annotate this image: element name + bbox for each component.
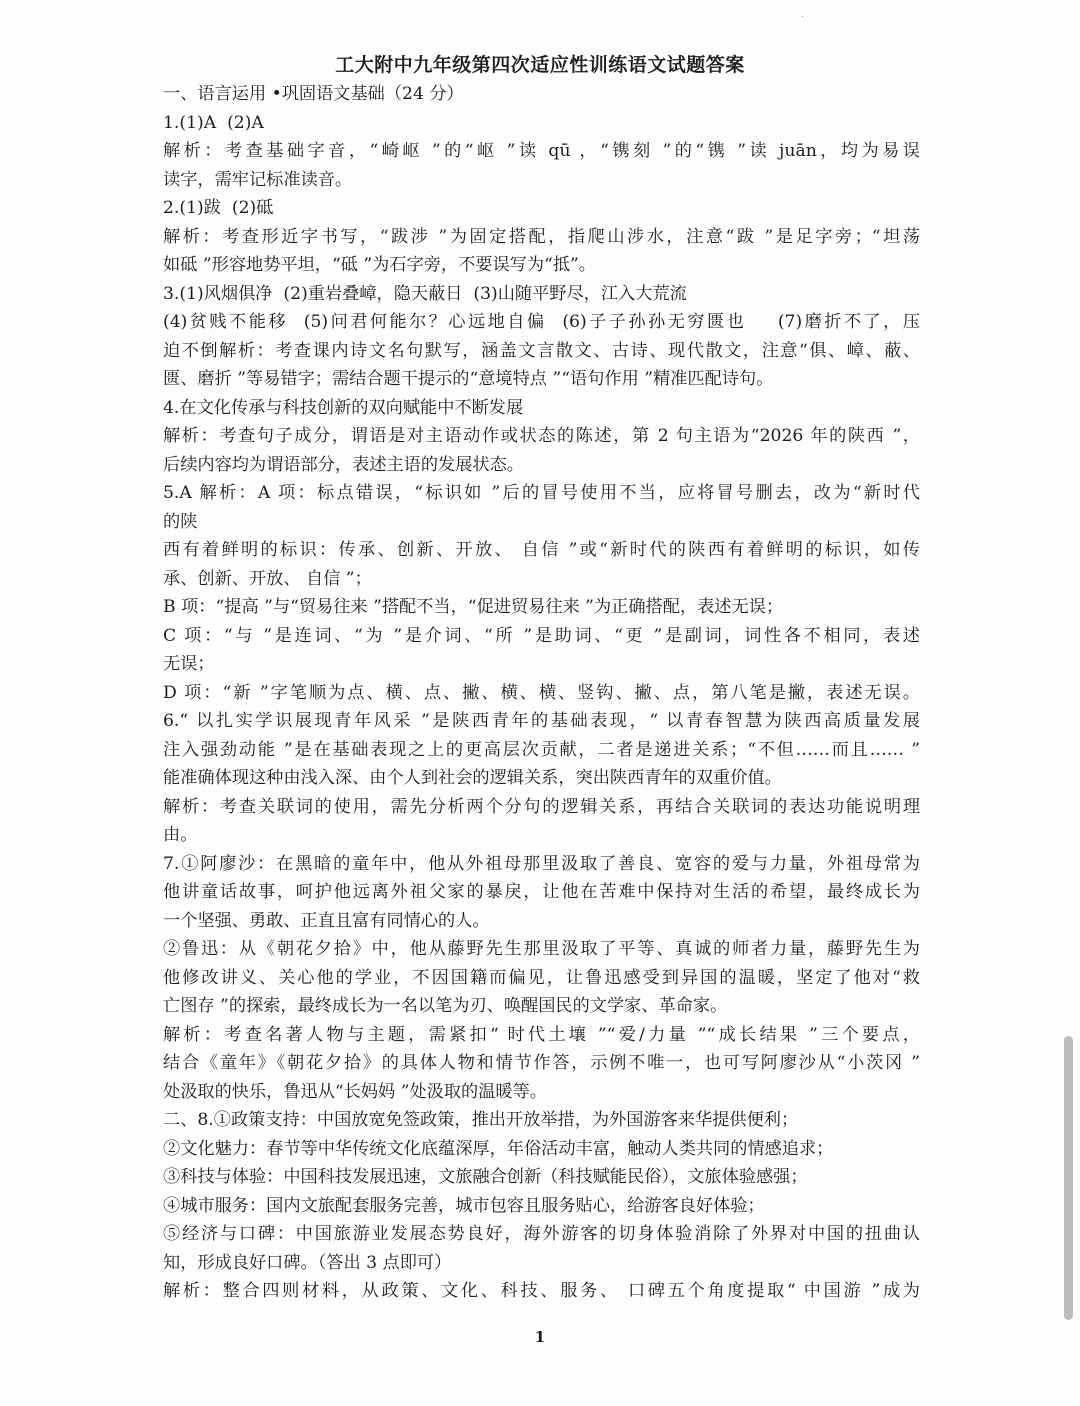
answer-line: ④城市服务：国内文旅配套服务完善，城市包容且服务贴心，给游客良好体验；: [163, 1195, 765, 1216]
answer-line: 解析：整合四则材料，从政策、文化、科技、服务、 口碑五个角度提取“ 中国游 ”成为: [163, 1281, 920, 1301]
answer-line: 7.①阿廖沙：在黑暗的童年中，他从外祖母那里汲取了善良、宽容的爱与力量，外祖母常为: [163, 853, 920, 874]
answer-line: 解析：考查基础字音，“崎岖 ”的“岖 ”读 qū ，“镌刻 ”的“镌 ”读 juān，均为易误: [163, 141, 920, 161]
answer-line: 亡图存 ”的探索，最终成长为一名以笔为刃、唤醒国民的文学家、革命家。: [163, 996, 728, 1016]
answer-line: 他修改讲义、关心他的学业，不因国籍而偏见，让鲁迅感受到异国的温暖，坚定了他对“救: [163, 967, 920, 988]
answer-line: B 项：“提高 ”与“贸易往来 ”搭配不当，“促进贸易往来 ”为正确搭配，表述无误；: [163, 597, 784, 617]
answer-line: 6.“ 以扎实学识展现青年风采 ”是陕西青年的基础表现，“ 以青春智慧为陕西高质量发展: [163, 711, 920, 731]
answer-line: D 项：“新 ”字笔顺为点、横、点、撇、横、横、竖钩、撇、点，第八笔是撇，表述无误。: [163, 682, 920, 703]
answer-line: 如砥 ”形容地势平坦，“砥 ”为石字旁，不要误写为“抵”。: [163, 255, 596, 275]
answer-line: 结合《童年》《朝花夕拾》的具体人物和情节作答，示例不唯一，也可写阿廖沙从“小茨冈 ”: [163, 1053, 920, 1073]
answer-line: 他讲童话故事，呵护他远离外祖父家的暴戾，让他在苦难中保持对生活的希望，最终成长为: [163, 882, 920, 902]
page-number: 1: [534, 1328, 546, 1346]
answer-line: 2.(1)跋 (2)砥: [163, 198, 274, 218]
answer-line: 能准确体现这种由浅入深、由个人到社会的逻辑关系，突出陕西青年的双重价值。: [163, 768, 782, 788]
answer-line: 3.(1)风烟俱净 (2)重岩叠嶂，隐天蔽日 (3)山随平野尽，江入大荒流: [163, 283, 687, 304]
answer-line: 迫不倒解析：考查课内诗文名句默写，涵盖文言散文、古诗、现代散文，注意“俱、嶂、蔽、: [163, 340, 920, 361]
answer-line: 解析：考查形近字书写，“跋涉 ”为固定搭配，指爬山涉水，注意“跋 ”是足字旁；“坦荡: [163, 226, 920, 247]
scrollbar[interactable]: [1058, 0, 1080, 1406]
answer-line: 二、8.①政策支持：中国放宽免签政策，推出开放举措，为外国游客来华提供便利；: [163, 1110, 799, 1130]
answer-line: 后续内容均为谓语部分，表述主语的发展状态。: [163, 454, 524, 475]
section-heading: 一、语言运用 •巩固语文基础（24 分）: [163, 84, 464, 104]
answer-line: 1.(1)A (2)A: [163, 112, 264, 133]
answer-line: 匮、磨折 ”等易错字；需结合题干提示的“意境特点 ”“语句作用 ”精准匹配诗句。: [163, 369, 774, 389]
answer-line: 4.在文化传承与科技创新的双向赋能中不断发展: [163, 397, 524, 418]
answer-line: 无误；: [163, 654, 215, 674]
answer-line: 注入强劲动能 ”是在基础表现之上的更高层次贡献，二者是递进关系；“不但……而且…… ”: [163, 739, 920, 760]
answer-line: ②鲁迅：从《朝花夕拾》中，他从藤野先生那里汲取了平等、真诚的师者力量，藤野先生为: [163, 939, 920, 959]
answer-line: ②文化魅力：春节等中华传统文化底蕴深厚，年俗活动丰富，触动人类共同的情感追求；: [163, 1138, 834, 1159]
answer-line: 解析：考查关联词的使用，需先分析两个分句的逻辑关系，再结合关联词的表达功能说明理: [163, 796, 920, 817]
answer-line: 一个坚强、勇敢、正直且富有同情心的人。: [163, 910, 490, 931]
answer-line: 读字，需牢记标准读音。: [163, 169, 353, 190]
document-title: 工大附中九年级第四次适应性训练语文试题答案: [335, 54, 745, 76]
corner-mark: ·: [800, 12, 804, 23]
scrollbar-thumb[interactable]: [1064, 1036, 1073, 1320]
answer-line: 处汲取的快乐，鲁迅从“长妈妈 ”处汲取的温暖等。: [163, 1081, 547, 1102]
answer-line: ⑤经济与口碑：中国旅游业发展态势良好，海外游客的切身体验消除了外界对中国的扭曲认: [163, 1224, 920, 1244]
answer-line: ③科技与体验：中国科技发展迅速，文旅融合创新（科技赋能民俗），文旅体验感强；: [163, 1167, 808, 1187]
answer-line: 西有着鲜明的标识：传承、创新、开放、 自信 ”或“新时代的陕西有着鲜明的标识，如传: [163, 540, 920, 560]
answer-line: 5.A 解析：A 项：标点错误，“标识如 ”后的冒号使用不当，应将冒号删去，改为“新时代: [163, 483, 920, 503]
answer-line: 知，形成良好口碑。（答出 3 点即可）: [163, 1252, 452, 1273]
answer-line: 的陕: [163, 511, 198, 532]
answer-line: C 项：“与 ”是连词、“为 ”是介词、“所 ”是助词、“更 ”是副词，词性各不相同，表述: [163, 625, 920, 646]
answer-line: 承、创新、开放、 自信 ”；: [163, 568, 372, 589]
answer-body: [163, 80, 920, 1306]
answer-line: 解析：考查句子成分，谓语是对主语动作或状态的陈述，第 2 句主语为“2026 年的陕西 ”，: [163, 426, 920, 446]
answer-line: (4)贫贱不能移 (5)问君何能尔？心远地自偏 (6)子子孙孙无穷匮也 (7)磨折不了，压: [163, 312, 920, 332]
answer-line: 由。: [163, 825, 198, 845]
answer-line: 解析：考查名著人物与主题，需紧扣“ 时代土壤 ”“爱/力量 ”“成长结果 ”三个要点，: [163, 1024, 920, 1045]
